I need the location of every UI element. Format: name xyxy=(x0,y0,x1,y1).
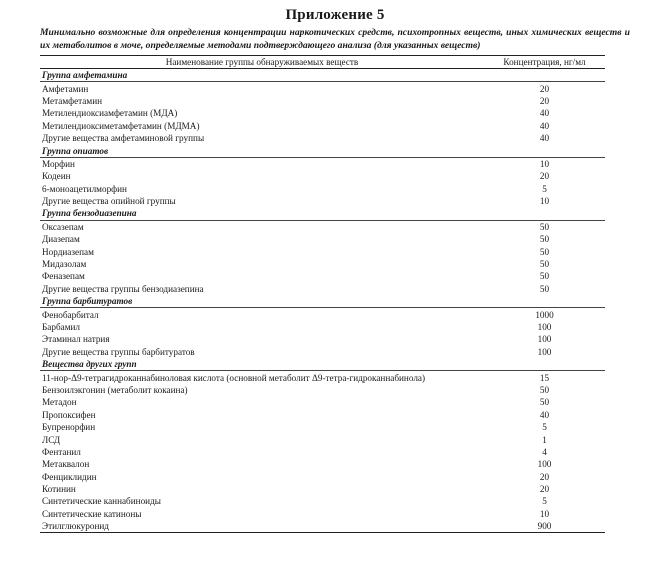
concentration-value: 100 xyxy=(537,459,552,470)
substance-name: Другие вещества опийной группы xyxy=(42,196,176,207)
substance-name: Котинин xyxy=(42,484,76,495)
concentration-value: 100 xyxy=(537,334,552,345)
table-row xyxy=(40,371,605,384)
substance-name: Другие вещества группы барбитуратов xyxy=(42,346,195,357)
concentration-value: 20 xyxy=(539,171,550,182)
concentration-table xyxy=(40,55,605,533)
concentration-value: 100 xyxy=(537,322,552,332)
concentration-value: 900 xyxy=(484,520,605,533)
concentration-value: 40 xyxy=(539,120,550,131)
table-row xyxy=(40,446,605,458)
substance-name: Амфетамин xyxy=(42,83,89,94)
substance-name: Бензоилэкгонин (метаболит кокаина) xyxy=(42,384,188,395)
table-row xyxy=(40,195,605,207)
substance-name: Мидазолам xyxy=(42,259,87,270)
concentration-value: 40 xyxy=(539,133,550,144)
substance-name: 11-нор-Δ9-тетрагидроканнабиноловая кислота (основной метаболит Δ9-тетра-гидроканнабинола) xyxy=(42,372,426,383)
group-title: Группа барбитуратов xyxy=(40,295,605,308)
substance-name: ЛСД xyxy=(42,434,61,445)
table-header-row xyxy=(40,56,605,69)
substance-name: Оксазепам xyxy=(42,221,84,232)
substance-name: Кодеин xyxy=(42,171,71,182)
table-row xyxy=(40,308,605,321)
substance-name: Диазепам xyxy=(42,234,80,245)
substance-name: Фенобарбитал xyxy=(42,309,99,320)
table-row xyxy=(40,384,605,396)
table-row xyxy=(40,170,605,182)
table-row xyxy=(40,421,605,433)
concentration-value: 5 xyxy=(542,496,547,507)
substance-name: Метилендиоксиметамфетамин (МДМА) xyxy=(42,120,200,131)
concentration-value: 50 xyxy=(539,397,550,408)
substance-name: 6-моноацетилморфин xyxy=(42,183,127,194)
group-header-row xyxy=(40,295,605,308)
group-header-row xyxy=(40,69,605,82)
table-row xyxy=(40,321,605,333)
table-row xyxy=(40,396,605,408)
table-row xyxy=(40,508,605,520)
concentration-value: 15 xyxy=(539,372,550,383)
substance-name: Метамфетамин xyxy=(42,95,103,106)
table-row xyxy=(40,520,605,533)
group-title: Группа амфетамина xyxy=(40,69,605,82)
concentration-value: 4 xyxy=(542,446,547,457)
concentration-value: 1000 xyxy=(535,309,554,320)
table-row xyxy=(40,346,605,358)
concentration-value: 10 xyxy=(539,196,550,207)
concentration-value: 50 xyxy=(539,271,550,282)
group-title: Группа бензодиазепина xyxy=(40,207,605,220)
substance-name: Метилендиоксиамфетамин (МДА) xyxy=(42,108,178,119)
group-header-row xyxy=(40,207,605,220)
table-row xyxy=(40,107,605,119)
concentration-value: 50 xyxy=(539,221,550,232)
table-row xyxy=(40,495,605,507)
substance-name: Другие вещества амфетаминовой группы xyxy=(42,133,205,144)
header-concentration: Концентрация, нг/мл xyxy=(484,56,605,69)
group-header-row xyxy=(40,358,605,371)
substance-name: Пропоксифен xyxy=(42,409,96,420)
substance-name: Этаминал натрия xyxy=(42,334,110,345)
table-caption: Минимально возможные для определения концентрации наркотических средств, психотропных веществ, иных химических веществ и их метаболитов в моче, определяемые методами подтверждающего анализа (для указанных веществ) xyxy=(40,27,630,51)
substance-name: Этилглюкуронид xyxy=(40,520,484,533)
substance-name: Морфин xyxy=(42,158,75,169)
group-header-row xyxy=(40,144,605,157)
table-row xyxy=(40,283,605,295)
concentration-value: 20 xyxy=(539,83,550,94)
concentration-value: 40 xyxy=(539,409,550,420)
table-row xyxy=(40,258,605,270)
concentration-value: 50 xyxy=(539,234,550,245)
concentration-value: 10 xyxy=(539,508,550,519)
group-title: Группа опиатов xyxy=(40,144,605,157)
table-row xyxy=(40,95,605,107)
table-row xyxy=(40,333,605,345)
concentration-value: 20 xyxy=(539,95,550,106)
concentration-value: 50 xyxy=(539,246,550,257)
substance-name: Метадон xyxy=(42,397,77,408)
header-substance-name: Наименование группы обнаруживаемых веществ xyxy=(40,56,484,69)
concentration-value: 20 xyxy=(539,471,550,482)
table-row xyxy=(40,409,605,421)
table-body xyxy=(40,69,605,533)
table-row xyxy=(40,458,605,470)
substance-name: Нордиазепам xyxy=(42,246,94,257)
table-row xyxy=(40,433,605,445)
concentration-value: 20 xyxy=(539,484,550,495)
page-title: Приложение 5 xyxy=(285,7,385,23)
table-row xyxy=(40,183,605,195)
table-row xyxy=(40,82,605,95)
table-row xyxy=(40,233,605,245)
table-row xyxy=(40,483,605,495)
concentration-value: 100 xyxy=(537,346,552,357)
table-row xyxy=(40,270,605,282)
substance-name: Синтетические каннабиноиды xyxy=(42,496,161,507)
table-row xyxy=(40,157,605,170)
substance-name: Феназепам xyxy=(42,271,85,282)
substance-name: Фентанил xyxy=(42,446,81,457)
table-row xyxy=(40,120,605,132)
substance-name: Фенциклидин xyxy=(42,471,97,482)
table-row xyxy=(40,245,605,257)
substance-name: Бупренорфин xyxy=(42,422,96,433)
concentration-value: 5 xyxy=(542,422,547,433)
table-row xyxy=(40,220,605,233)
table-row xyxy=(40,471,605,483)
substance-name: Барбамил xyxy=(42,322,81,332)
substance-name: Синтетические катиноны xyxy=(42,508,142,519)
concentration-value: 50 xyxy=(539,259,550,270)
concentration-value: 40 xyxy=(539,108,550,119)
concentration-value: 50 xyxy=(539,283,550,294)
concentration-value: 1 xyxy=(542,434,547,445)
concentration-value: 5 xyxy=(542,183,547,194)
substance-name: Метаквалон xyxy=(42,459,90,470)
group-title: Вещества других групп xyxy=(40,358,605,371)
concentration-value: 10 xyxy=(539,158,550,169)
substance-name: Другие вещества группы бензодиазепина xyxy=(42,283,204,294)
concentration-value: 50 xyxy=(539,384,550,395)
table-row xyxy=(40,132,605,144)
